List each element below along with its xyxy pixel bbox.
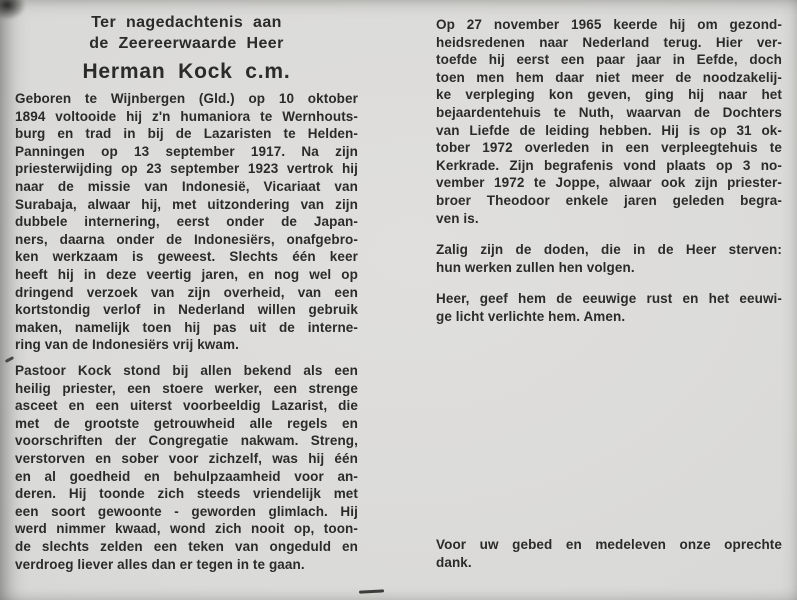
text-line: heilig priester, een stoere werker, een strenge	[15, 380, 358, 396]
photo-corner-artifact	[0, 0, 26, 20]
right-paragraph-prayer	[436, 290, 782, 325]
text-line: toefde hij eerst een paar jaar in Eefde, doch	[436, 52, 782, 68]
text-line: priesterwijding op 23 september 1923 vertrok hij	[15, 161, 358, 177]
card-header	[15, 12, 358, 85]
text-line: dubbele internering, eerst onder de Japan-	[15, 214, 358, 230]
text-line: Surabaja, alwaar hij, met uitzondering van zijn	[15, 196, 358, 212]
text-line: deren. Hij toonde zich steeds vriendelijk met	[15, 486, 358, 502]
text-line: heeft hij in deze veertig jaren, en nog wel op	[15, 266, 358, 282]
text-line: Geboren te Wijnbergen (Gld.) op 10 oktober	[15, 91, 358, 106]
text-line: naar de missie van Indonesië, Vicariaat van	[15, 178, 358, 194]
text-line: ners, daarna onder de Indonesiërs, onafgebro-	[15, 231, 358, 247]
text-line: Pastoor Kock stond bij allen bekend als een	[15, 363, 358, 378]
right-paragraph-scripture	[436, 241, 782, 276]
dedication-line-2: de Zeereerwaarde Heer	[89, 35, 284, 52]
dedication-line-1: Ter nagedachtenis aan	[91, 14, 282, 31]
text-line: heidsredenen naar Nederland terug. Hier ver-	[436, 34, 782, 50]
text-line: verdroeg liever alles dan er tegen in te gaan.	[15, 556, 305, 572]
text-line: de slechts zelden een teken van ongeduld en	[15, 538, 358, 554]
deceased-name: Herman Kock c.m.	[82, 60, 291, 83]
text-line: Heer, geef hem de eeuwige rust en het eeuwi-	[436, 291, 782, 306]
text-line: hun werken zullen hen volgen.	[436, 259, 635, 275]
text-line: maken, namelijk toen hij pas uit de interne-	[15, 319, 358, 335]
text-line: een soort gewoonte - geworden glimlach. Hij	[15, 503, 358, 519]
left-paragraph-character	[15, 362, 358, 573]
text-line: toen men hem daar niet meer de noodzakelij-	[436, 69, 782, 85]
text-line: Panningen op 13 september 1917. Na zijn	[15, 143, 358, 159]
closing-thanks	[436, 536, 782, 571]
left-paragraph-biography	[15, 90, 358, 354]
text-line: dank.	[436, 554, 472, 570]
text-line: ken werkzaam is geweest. Slechts één keer	[15, 249, 358, 265]
text-line: broer Theodoor enkele jaren geleden begra-	[436, 192, 782, 208]
text-line: van Liefde de leiding hebben. Hij is op 31 ok-	[436, 122, 782, 138]
pencil-dash-mark	[359, 589, 384, 593]
text-line: ke verpleging kon geven, ging hij naar het	[436, 87, 782, 103]
text-line: 1894 voltooide hij z'n humaniora te Wernhouts-	[15, 108, 358, 124]
text-line: burg en trad in bij de Lazaristen te Helden-	[15, 126, 358, 142]
text-line: tober 1972 overleden in een verpleegtehuis te	[436, 140, 782, 156]
right-paragraph-return-and-death	[436, 16, 782, 227]
text-line: bejaardentehuis te Nuth, waarvan de Dochters	[436, 104, 782, 120]
text-line: dringend verzoek van zijn overheid, van een	[15, 284, 358, 300]
text-line: ge licht verlichte hem. Amen.	[436, 308, 626, 324]
text-line: voorschriften der Congregatie nakwam. Streng,	[15, 433, 358, 449]
text-line: Voor uw gebed en medeleven onze oprechte	[436, 537, 782, 552]
text-line: verstorven en sober voor zichzelf, was hij één	[15, 450, 358, 466]
text-line: Op 27 november 1965 keerde hij om gezond-	[436, 17, 782, 32]
text-line: Kerkrade. Zijn begrafenis vond plaats op 3 no-	[436, 157, 782, 173]
text-line: en al goedheid en behulpzaamheid voor an-	[15, 468, 358, 484]
text-line: ven is.	[436, 210, 479, 226]
ink-tick-mark	[5, 356, 14, 363]
text-line: met de grootste getrouwheid alle regels en	[15, 415, 358, 431]
text-line: asceet en een uiterst voorbeeldig Lazarist, die	[15, 398, 358, 414]
text-line: kortstondig verlof in Nederland willen gebruik	[15, 302, 358, 318]
text-line: werd nimmer kwaad, wond zich nooit op, toon-	[15, 521, 358, 537]
text-line: Zalig zijn de doden, die in de Heer sterven:	[436, 242, 782, 257]
text-line: ring van de Indonesiërs vrij kwam.	[15, 337, 239, 353]
text-line: vember 1972 te Joppe, alwaar ook zijn priester-	[436, 175, 782, 191]
